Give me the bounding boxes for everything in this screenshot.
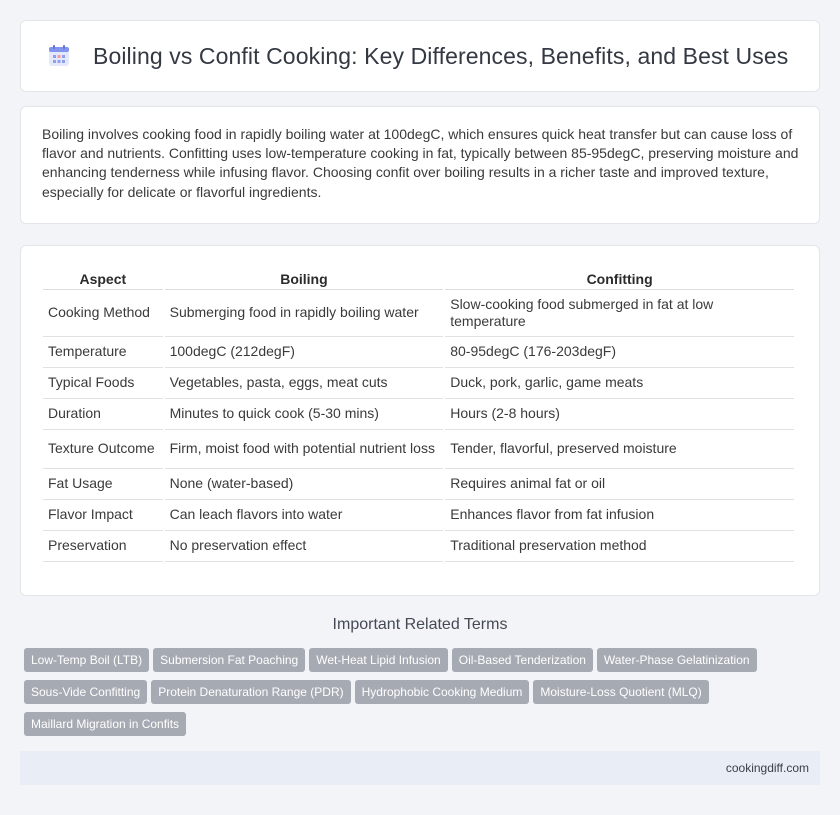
intro-paragraph: Boiling involves cooking food in rapidly boiling water at 100degC, which ensures quick heat transfer but can cause loss of flavor and nutrients. Confitting uses low-temperature cooking in fat, typically between 85-95degC, preserving moisture and enhancing tenderness while infusing flavor. Choosing confit over boiling results in a richer taste and improved texture, especially for delicate or flavorful ingredients. <box>42 126 799 200</box>
comparison-card <box>20 245 820 596</box>
table-header-row <box>43 266 794 290</box>
related-term-tag[interactable]: Sous-Vide Confitting <box>24 680 147 704</box>
aspect-cell: Cooking Method <box>43 290 163 337</box>
related-terms-title: Important Related Terms <box>332 616 508 633</box>
table-row <box>43 500 794 531</box>
page-title: Boiling vs Confit Cooking: Key Differences, Benefits, and Best Uses <box>93 42 789 69</box>
table-row <box>43 368 794 399</box>
related-term-tag[interactable]: Maillard Migration in Confits <box>24 712 186 736</box>
table-row <box>43 531 794 562</box>
confitting-cell: Requires animal fat or oil <box>445 469 794 500</box>
header-boiling: Boiling <box>165 266 444 290</box>
aspect-cell: Fat Usage <box>43 469 163 500</box>
intro-card <box>20 106 820 224</box>
calendar-icon <box>47 44 71 68</box>
table-row <box>43 430 794 469</box>
related-term-tag[interactable]: Moisture-Loss Quotient (MLQ) <box>533 680 708 704</box>
aspect-cell: Texture Outcome <box>43 430 163 469</box>
related-term-tag[interactable]: Submersion Fat Poaching <box>153 648 305 672</box>
related-term-tag[interactable]: Low-Temp Boil (LTB) <box>24 648 149 672</box>
boiling-cell: Minutes to quick cook (5-30 mins) <box>165 399 444 430</box>
boiling-cell: Firm, moist food with potential nutrient loss <box>165 430 444 469</box>
aspect-cell: Temperature <box>43 337 163 368</box>
confitting-cell: Hours (2-8 hours) <box>445 399 794 430</box>
footer-site-link[interactable]: cookingdiff.com <box>725 761 809 775</box>
table-row <box>43 469 794 500</box>
related-term-tag[interactable]: Protein Denaturation Range (PDR) <box>151 680 350 704</box>
aspect-cell: Flavor Impact <box>43 500 163 531</box>
related-term-tag[interactable]: Oil-Based Tenderization <box>452 648 593 672</box>
related-term-tag[interactable]: Hydrophobic Cooking Medium <box>355 680 530 704</box>
table-row <box>43 399 794 430</box>
aspect-cell: Typical Foods <box>43 368 163 399</box>
table-row <box>43 290 794 337</box>
aspect-cell: Preservation <box>43 531 163 562</box>
boiling-cell: Vegetables, pasta, eggs, meat cuts <box>165 368 444 399</box>
header-aspect: Aspect <box>43 266 163 290</box>
confitting-cell: 80-95degC (176-203degF) <box>445 337 794 368</box>
boiling-cell: Can leach flavors into water <box>165 500 444 531</box>
confitting-cell: Tender, flavorful, preserved moisture <box>445 430 794 469</box>
related-term-tag[interactable]: Water-Phase Gelatinization <box>597 648 757 672</box>
boiling-cell: No preservation effect <box>165 531 444 562</box>
confitting-cell: Traditional preservation method <box>445 531 794 562</box>
header-card <box>20 20 820 92</box>
boiling-cell: Submerging food in rapidly boiling water <box>165 290 444 337</box>
confitting-cell: Duck, pork, garlic, game meats <box>445 368 794 399</box>
comparison-table <box>41 266 796 562</box>
aspect-cell: Duration <box>43 399 163 430</box>
boiling-cell: None (water-based) <box>165 469 444 500</box>
confitting-cell: Enhances flavor from fat infusion <box>445 500 794 531</box>
related-term-tag[interactable]: Wet-Heat Lipid Infusion <box>309 648 448 672</box>
confitting-cell: Slow-cooking food submerged in fat at low temperature <box>445 290 794 337</box>
boiling-cell: 100degC (212degF) <box>165 337 444 368</box>
table-row <box>43 337 794 368</box>
header-confitting: Confitting <box>445 266 794 290</box>
related-terms-list <box>24 648 814 744</box>
footer <box>20 751 820 785</box>
